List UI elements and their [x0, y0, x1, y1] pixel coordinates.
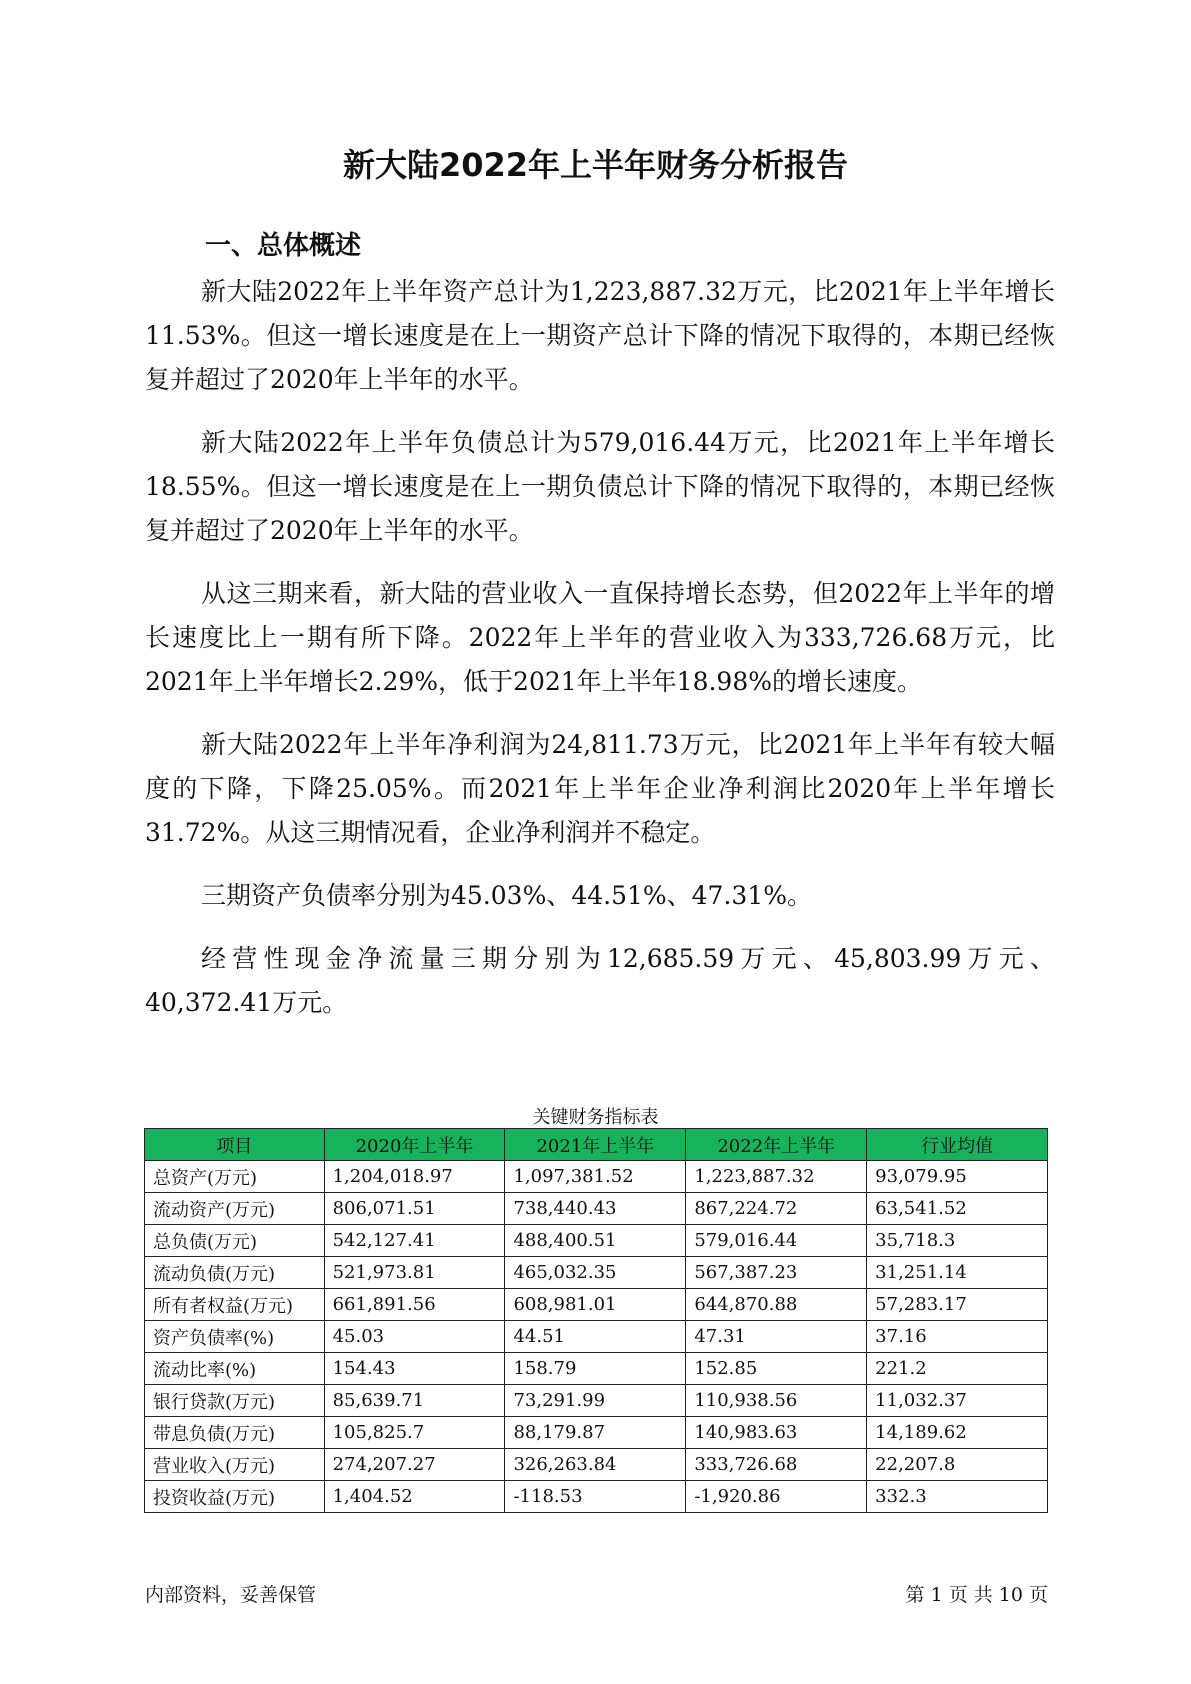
key-financial-indicators-table: [144, 1128, 1048, 1513]
table-cell: 567,387.23: [686, 1257, 867, 1289]
table-cell: 1,097,381.52: [505, 1161, 686, 1193]
row-label: 营业收入(万元): [145, 1449, 325, 1481]
table-cell: 867,224.72: [686, 1193, 867, 1225]
table-cell: 488,400.51: [505, 1225, 686, 1257]
table-caption: 关键财务指标表: [532, 1107, 659, 1128]
table-cell: 11,032.37: [867, 1385, 1048, 1417]
table-cell: 1,204,018.97: [324, 1161, 505, 1193]
footer-confidential-note: 内部资料，妥善保管: [145, 1584, 317, 1606]
row-label: 带息负债(万元): [145, 1417, 325, 1449]
table-cell: 806,071.51: [324, 1193, 505, 1225]
table-row: [145, 1481, 1048, 1513]
column-header: 项目: [145, 1129, 325, 1161]
column-header: 2020年上半年: [324, 1129, 505, 1161]
table-cell: 521,973.81: [324, 1257, 505, 1289]
table-cell: 326,263.84: [505, 1449, 686, 1481]
paragraph-liabilities: 新大陆2022年上半年负债总计为579,016.44万元，比2021年上半年增长18.55%。但这一增长速度是在上一期负债总计下降的情况下取得的，本期已经恢复并超过了2020年上半年的水平。: [145, 428, 1055, 545]
table-cell: -118.53: [505, 1481, 686, 1513]
row-label: 所有者权益(万元): [145, 1289, 325, 1321]
table-header-row: [145, 1129, 1048, 1161]
paragraph-assets: 新大陆2022年上半年资产总计为1,223,887.32万元，比2021年上半年增长11.53%。但这一增长速度是在上一期资产总计下降的情况下取得的，本期已经恢复并超过了2020年上半年的水平。: [145, 277, 1055, 394]
section-heading: 一、总体概述: [205, 231, 362, 261]
column-header: 2022年上半年: [686, 1129, 867, 1161]
table-row: [145, 1225, 1048, 1257]
table-cell: 221.2: [867, 1353, 1048, 1385]
column-header: 行业均值: [867, 1129, 1048, 1161]
table-cell: 85,639.71: [324, 1385, 505, 1417]
table-cell: 45.03: [324, 1321, 505, 1353]
table-cell: 63,541.52: [867, 1193, 1048, 1225]
table-cell: 661,891.56: [324, 1289, 505, 1321]
table-cell: 14,189.62: [867, 1417, 1048, 1449]
table-cell: 47.31: [686, 1321, 867, 1353]
table-cell: 22,207.8: [867, 1449, 1048, 1481]
table-cell: 332.3: [867, 1481, 1048, 1513]
row-label: 总负债(万元): [145, 1225, 325, 1257]
row-label: 银行贷款(万元): [145, 1385, 325, 1417]
table-row: [145, 1385, 1048, 1417]
table-cell: 608,981.01: [505, 1289, 686, 1321]
table-cell: 158.79: [505, 1353, 686, 1385]
row-label: 总资产(万元): [145, 1161, 325, 1193]
table-cell: 57,283.17: [867, 1289, 1048, 1321]
paragraph-net-profit: 新大陆2022年上半年净利润为24,811.73万元，比2021年上半年有较大幅度的下降，下降25.05%。而2021年上半年企业净利润比2020年上半年增长31.72%。从这三期情况看，企业净利润并不稳定。: [145, 730, 1055, 847]
table-row: [145, 1321, 1048, 1353]
table-cell: 542,127.41: [324, 1225, 505, 1257]
table-row: [145, 1193, 1048, 1225]
table-cell: -1,920.86: [686, 1481, 867, 1513]
row-label: 流动资产(万元): [145, 1193, 325, 1225]
table-cell: 88,179.87: [505, 1417, 686, 1449]
table-cell: 1,404.52: [324, 1481, 505, 1513]
table-cell: 105,825.7: [324, 1417, 505, 1449]
table-cell: 1,223,887.32: [686, 1161, 867, 1193]
table-cell: 31,251.14: [867, 1257, 1048, 1289]
document-title: 新大陆2022年上半年财务分析报告: [342, 146, 849, 184]
table-row: [145, 1353, 1048, 1385]
table-row: [145, 1289, 1048, 1321]
table-cell: 465,032.35: [505, 1257, 686, 1289]
table-cell: 274,207.27: [324, 1449, 505, 1481]
table-row: [145, 1449, 1048, 1481]
table-cell: 140,983.63: [686, 1417, 867, 1449]
table-row: [145, 1257, 1048, 1289]
table-cell: 644,870.88: [686, 1289, 867, 1321]
table-cell: 110,938.56: [686, 1385, 867, 1417]
table-cell: 579,016.44: [686, 1225, 867, 1257]
table-cell: 37.16: [867, 1321, 1048, 1353]
table-cell: 35,718.3: [867, 1225, 1048, 1257]
row-label: 投资收益(万元): [145, 1481, 325, 1513]
table-cell: 152.85: [686, 1353, 867, 1385]
column-header: 2021年上半年: [505, 1129, 686, 1161]
table-cell: 738,440.43: [505, 1193, 686, 1225]
table-cell: 73,291.99: [505, 1385, 686, 1417]
table-row: [145, 1161, 1048, 1193]
row-label: 资产负债率(%): [145, 1321, 325, 1353]
paragraph-debt-ratio: 三期资产负债率分别为45.03%、44.51%、47.31%。: [201, 881, 812, 910]
table-row: [145, 1417, 1048, 1449]
table-cell: 333,726.68: [686, 1449, 867, 1481]
row-label: 流动比率(%): [145, 1353, 325, 1385]
table-cell: 93,079.95: [867, 1161, 1048, 1193]
row-label: 流动负债(万元): [145, 1257, 325, 1289]
paragraph-revenue: 从这三期来看，新大陆的营业收入一直保持增长态势，但2022年上半年的增长速度比上一期有所下降。2022年上半年的营业收入为333,726.68万元，比2021年上半年增长2.29%，低于2021年上半年18.98%的增长速度。: [145, 579, 1055, 696]
table-cell: 154.43: [324, 1353, 505, 1385]
page-number: 第 1 页 共 10 页: [905, 1584, 1048, 1606]
table-cell: 44.51: [505, 1321, 686, 1353]
overview-text: [145, 270, 1055, 1044]
paragraph-cash-flow: 经营性现金净流量三期分别为12,685.59万元、45,803.99万元、40,372.41万元。: [145, 944, 1055, 1017]
